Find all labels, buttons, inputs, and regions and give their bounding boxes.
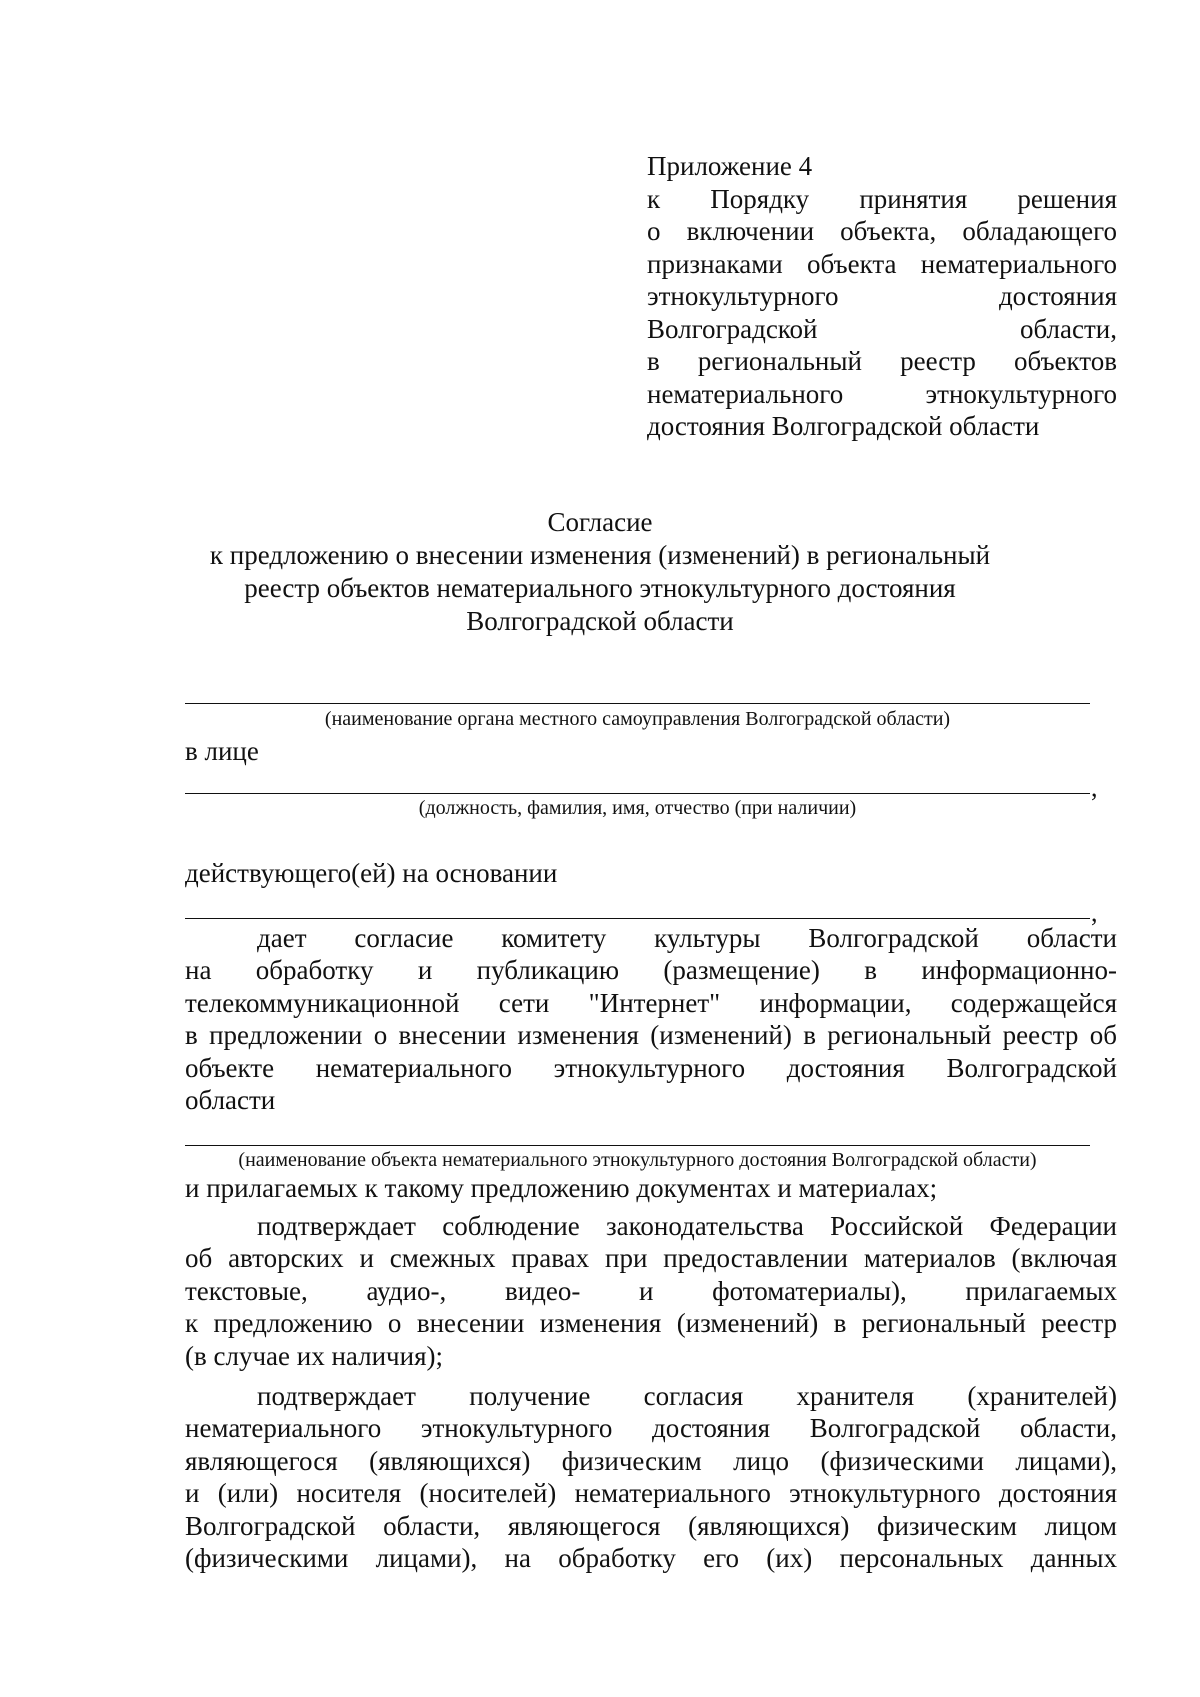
appendix-line: нематериального этнокультурного xyxy=(647,378,1117,409)
consent-paragraph-1 xyxy=(185,922,1117,1116)
appendix-header xyxy=(647,150,1117,443)
appendix-line: признаками объекта нематериального xyxy=(647,248,1117,279)
object-name-line xyxy=(185,1145,1090,1146)
basis-line xyxy=(185,918,1090,919)
paragraph-line: объекте нематериального этнокультурного достояния Волгоградской xyxy=(185,1052,1117,1083)
title-subline: Волгоградской области xyxy=(466,606,734,636)
paragraph-line: текстовые, аудио-, видео- и фотоматериалы), прилагаемых xyxy=(185,1275,1117,1306)
paragraph-line: к предложению о внесении изменения (изменений) в региональный реестр xyxy=(185,1308,1117,1339)
person-name-line xyxy=(185,793,1090,794)
appendix-line: этнокультурного достояния xyxy=(647,281,1117,311)
organ-name-caption: (наименование органа местного самоуправления Волгоградской области) xyxy=(324,708,951,730)
line-comma: , xyxy=(1091,773,1098,802)
paragraph-line: области xyxy=(185,1085,276,1116)
paragraph-line: Волгоградской области, являющегося (являющихся) физическим лицом xyxy=(185,1510,1117,1541)
organ-name-line xyxy=(185,703,1090,704)
paragraph-line: телекоммуникационной сети "Интернет" информации, содержащейся xyxy=(185,987,1117,1018)
paragraph-line: подтверждает соблюдение законодательства Российской Федерации xyxy=(257,1211,1117,1241)
consent-paragraph-3 xyxy=(185,1210,1117,1372)
paragraph-line: на обработку и публикацию (размещение) в информационно- xyxy=(185,955,1117,986)
paragraph-line: в предложении о внесении изменения (изменений) в региональный реестр об xyxy=(185,1020,1117,1051)
appendix-line: о включении объекта, обладающего xyxy=(647,216,1117,246)
appendix-line: Волгоградской области, xyxy=(647,313,1117,344)
title-subline: к предложению о внесении изменения (изменений) в региональный xyxy=(209,540,991,570)
paragraph-line: и (или) носителя (носителей) нематериального этнокультурного достояния xyxy=(185,1478,1117,1509)
consent-paragraph-2 xyxy=(185,1172,1117,1204)
in-person-label: в лице xyxy=(185,736,259,766)
title-heading: Согласие xyxy=(547,507,653,537)
title-subline: реестр объектов нематериального этнокультурного достояния xyxy=(244,573,956,603)
person-name-caption: (должность, фамилия, имя, отчество (при наличии) xyxy=(418,797,857,819)
acting-basis-label: действующего(ей) на основании xyxy=(185,858,558,888)
object-name-caption: (наименование объекта нематериального этнокультурного достояния Волгоградской области) xyxy=(238,1149,1037,1171)
line-comma: , xyxy=(1091,898,1098,927)
paragraph-line: дает согласие комитету культуры Волгоградской области xyxy=(257,923,1117,953)
paragraph-line: и прилагаемых к такому предложению документах и материалах; xyxy=(185,1173,938,1203)
appendix-line: достояния Волгоградской области xyxy=(647,411,1040,441)
consent-paragraph-4 xyxy=(185,1380,1117,1574)
paragraph-line: подтверждает получение согласия хранителя (хранителей) xyxy=(257,1381,1117,1411)
document-title xyxy=(180,506,1020,638)
paragraph-line: (физическими лицами), на обработку его (их) персональных данных xyxy=(185,1543,1117,1574)
paragraph-line: являющегося (являющихся) физическим лицо (физическими лицами), xyxy=(185,1445,1117,1476)
paragraph-line: (в случае их наличия); xyxy=(185,1340,443,1371)
appendix-line: к Порядку принятия решения xyxy=(647,183,1117,214)
appendix-line: в региональный реестр объектов xyxy=(647,346,1117,376)
paragraph-line: нематериального этнокультурного достояния Волгоградской области, xyxy=(185,1413,1117,1444)
paragraph-line: об авторских и смежных правах при предоставлении материалов (включая xyxy=(185,1243,1117,1274)
appendix-number: Приложение 4 xyxy=(647,151,813,181)
